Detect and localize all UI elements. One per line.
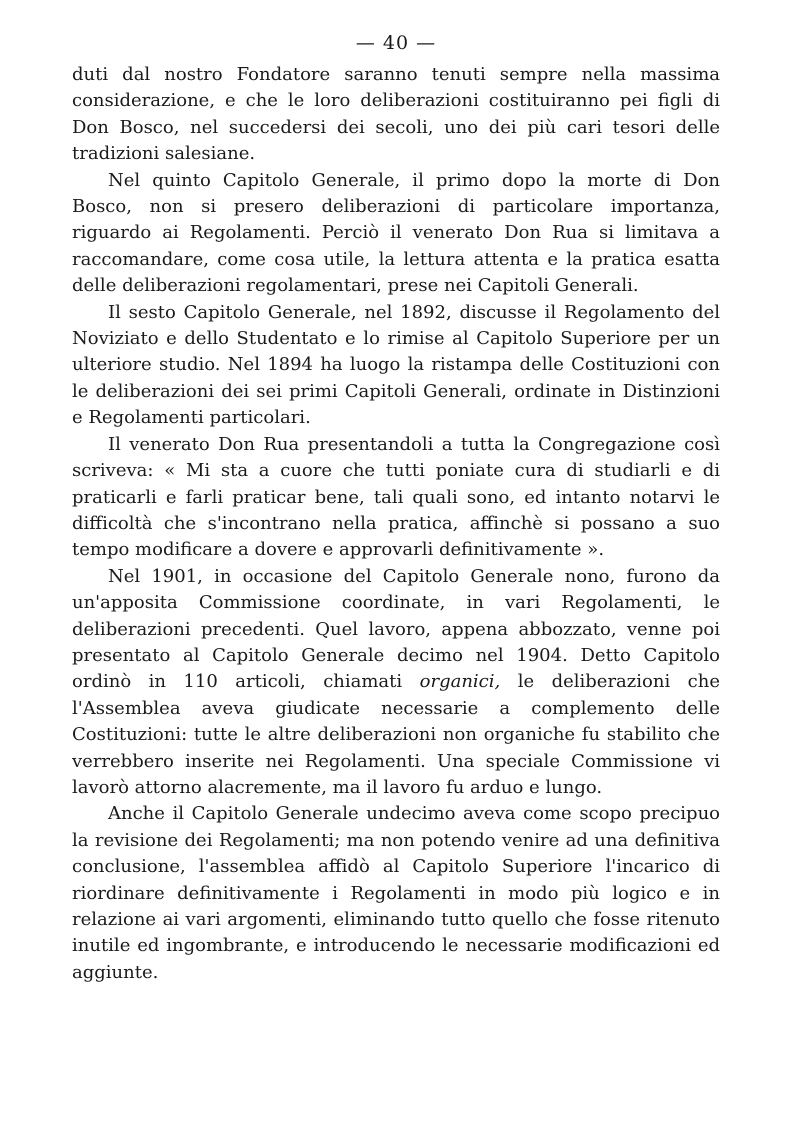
paragraph-5-text-before: Nel 1901, in occasione del Capitolo Generale nono, furono da un'apposita Commissione coordinate, in vari Regolamenti, le deliberazioni precedenti. Quel lavoro, appena abbozzato, venne poi presentato al Capitolo Generale decimo nel 1904. Detto Capitolo ordinò in 110 articoli, chiamati <box>72 565 720 693</box>
paragraph-3: Il sesto Capitolo Generale, nel 1892, discusse il Regolamento del Noviziato e dello Studentato e lo rimise al Capitolo Superiore per un ulteriore studio. Nel 1894 ha luogo la ristampa delle Costituzioni con le deliberazioni dei sei primi Capitoli Generali, ordinate in Distinzioni e Regolamenti particolari. <box>72 301 720 429</box>
body-text <box>72 62 720 986</box>
paragraph-5-text-after: le deliberazioni che l'Assemblea aveva giudicate necessarie a complemento delle Costituzioni: tutte le altre deliberazioni non organiche fu stabilito che verrebbero inserite nei Regolamenti. Una speciale Commissione vi lavorò attorno alacremente, ma il lavoro fu arduo e lungo. <box>72 671 720 798</box>
paragraph-5 <box>72 564 720 802</box>
document-page <box>72 30 720 1110</box>
paragraph-4: Il venerato Don Rua presentandoli a tutta la Congregazione così scriveva: « Mi sta a cuore che tutti poniate cura di studiarli e di praticarli e farli praticar bene, tali quali sono, ed intanto notarvi le difficoltà che s'incontrano nella pratica, affinchè si possano a suo tempo modificare a dovere e approvarli definitivamente ». <box>72 433 720 561</box>
page-number: — 40 — <box>355 32 437 54</box>
paragraph-5-italic-term: organici, <box>419 671 501 693</box>
paragraph-6: Anche il Capitolo Generale undecimo aveva come scopo precipuo la revisione dei Regolamenti; ma non potendo venire ad una definitiva conclusione, l'assemblea affidò al Capitolo Superiore l'incarico di riordinare definitivamente i Regolamenti in modo più logico e in relazione ai vari argomenti, eliminando tutto quello che fosse ritenuto inutile ed ingombrante, e introducendo le necessarie modificazioni ed aggiunte. <box>72 803 720 983</box>
paragraph-1: duti dal nostro Fondatore saranno tenuti sempre nella massima considerazione, e che le loro deliberazioni costituiranno pei figli di Don Bosco, nel succedersi dei secoli, uno dei più cari tesori delle tradizioni salesiane. <box>72 64 720 165</box>
paragraph-2: Nel quinto Capitolo Generale, il primo dopo la morte di Don Bosco, non si presero deliberazioni di particolare importanza, riguardo ai Regolamenti. Perciò il venerato Don Rua si limitava a raccomandare, come cosa utile, la lettura attenta e la pratica esatta delle deliberazioni regolamentari, prese nei Capitoli Generali. <box>72 169 720 297</box>
